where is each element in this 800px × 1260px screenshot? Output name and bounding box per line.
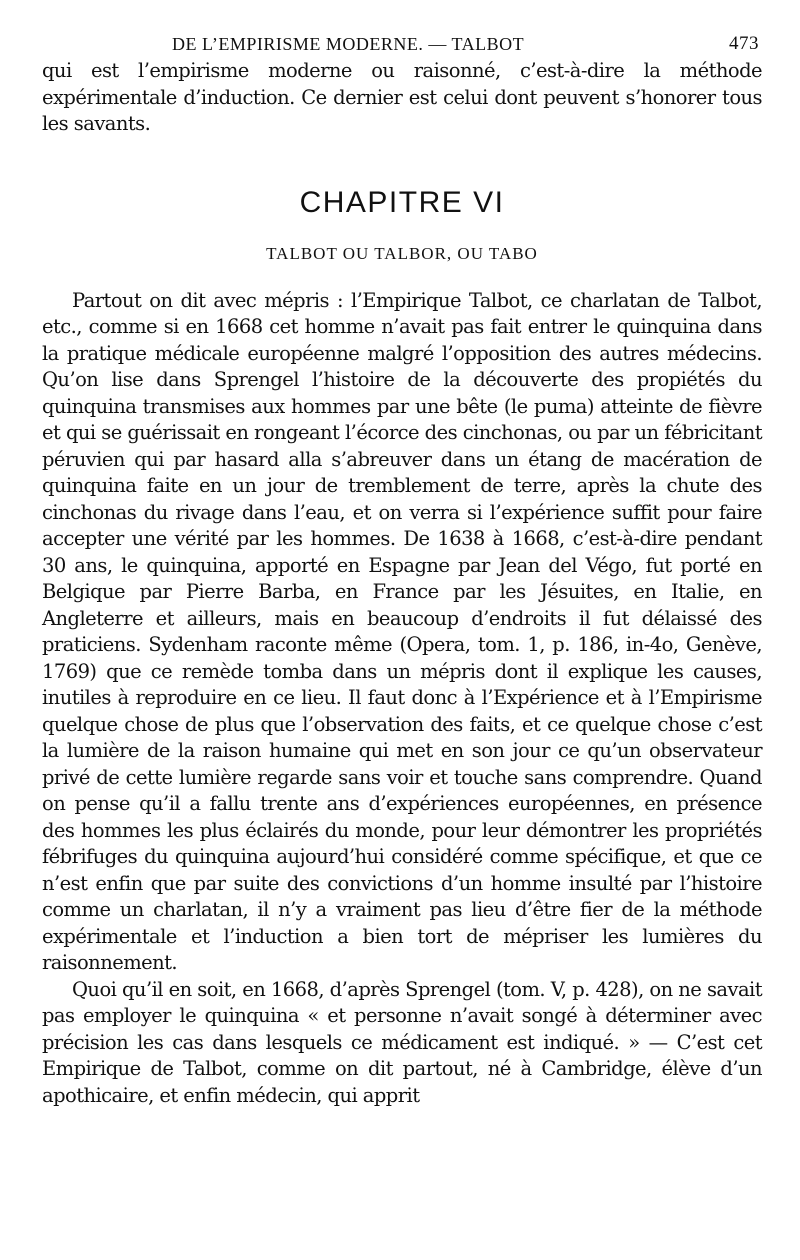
chapter-title: CHAPITRE VI — [299, 185, 505, 219]
chapter-subtitle: TALBOT OU TALBOR, OU TABO — [266, 243, 538, 263]
closing-paragraph: Quoi qu’il en soit, en 1668, d’après Sprengel (tom. V, p. 428), on ne savait pas employer le quinquina « et personne n’avait songé à déterminer avec précision les cas dans lesquels ce médicament est indiqué. » — C’est cet Empirique de Talbot, comme on dit partout, né à Cambridge, élève d’un apothicaire, et enfin médecin, qui apprit — [42, 977, 762, 1107]
running-title: DE L’EMPIRISME MODERNE. — TALBOT — [172, 34, 525, 54]
running-head — [42, 26, 762, 56]
main-paragraph: Partout on dit avec mépris : l’Empirique Talbot, ce charlatan de Talbot, etc., comme si en 1668 cet homme n’avait pas fait entrer le quinquina dans la pratique médicale européenne malgré l’opposition des autres médecins. Qu’on lise dans Sprengel l’histoire de la découverte des propiétés du quinquina transmises aux hommes par une bête (le puma) atteinte de fièvre et qui se guérissait en rongeant l’écorce des cinchonas, ou par un fébricitant péruvien qui par hasard alla s’abreuver dans un étang de macération de quinquina faite en un jour de tremblement de terre, après la chute des cinchonas du rivage dans l’eau, et on verra si l’expérience suffit pour faire accepter une vérité par les hommes. De 1638 à 1668, c’est-à-dire pendant 30 ans, le quinquina, apporté en Espagne par Jean del Végo, fut porté en Belgique par Pierre Barba, en France par les Jésuites, en Italie, en Angleterre et ailleurs, mais en beaucoup d’endroits il fut délaissé des praticiens. Sydenham raconte même (Opera, tom. 1, p. 186, in-4o, Genève, 1769) que ce remède tomba dans un mépris dont il explique les causes, inutiles à reproduire en ce lieu. Il faut donc à l’Expérience et à l’Empirisme quelque chose de plus que l’observation des faits, et ce quelque chose c’est la lumière de la raison humaine qui met en son jour ce qu’un observateur privé de cette lumière regarde sans voir et touche sans comprendre. Quand on pense qu’il a fallu trente ans d’expériences européennes, en présence des hommes les plus éclairés du monde, pour leur démontrer les propriétés fébrifuges du quinquina aujourd’hui considéré comme spécifique, et que ce n’est enfin que par suite des convictions d’un homme insulté par l’histoire comme un charlatan, il n’y a vraiment pas lieu d’être fier de la méthode expérimentale et l’induction a bien tort de mépriser les lumières du raisonnement. — [42, 288, 762, 974]
intro-paragraph: qui est l’empirisme moderne ou raisonné, c’est-à-dire la méthode expérimentale d’induction. Ce dernier est celui dont peuvent s’honorer tous les savants. — [42, 59, 762, 135]
page-number: 473 — [729, 33, 759, 54]
